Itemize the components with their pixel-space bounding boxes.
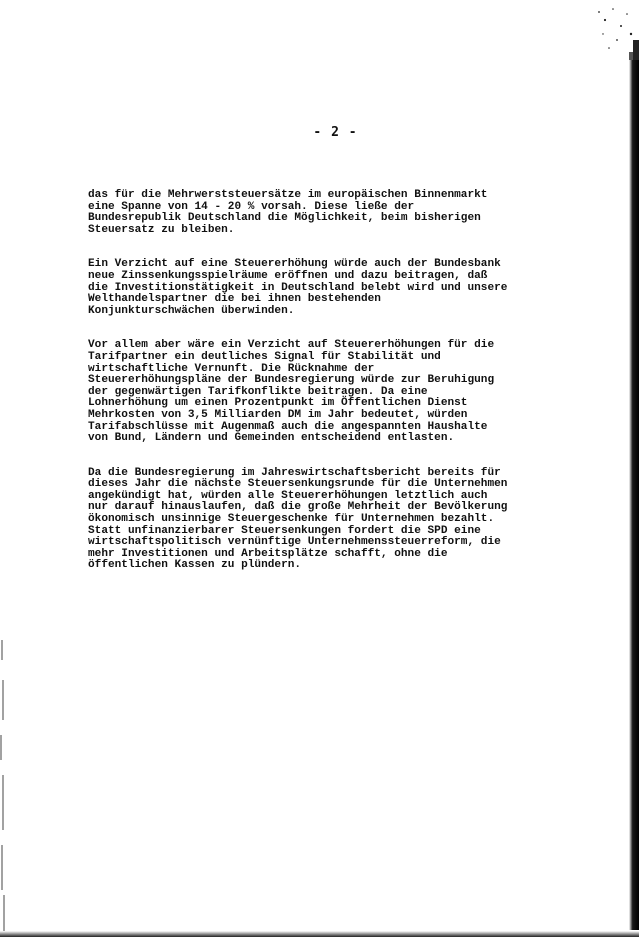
paragraph	[88, 190, 558, 236]
text-line: Konjunkturschwächen überwinden.	[88, 304, 295, 317]
text-line: mehr Investitionen und Arbeitsplätze schafft, ohne die	[88, 547, 448, 560]
text-line: neue Zinssenkungsspielräume eröffnen und dazu beitragen, daß	[88, 269, 488, 282]
paragraph	[88, 259, 558, 317]
text-line: Statt unfinanzierbarer Steuersenkungen fordert die SPD eine	[88, 524, 481, 537]
text-line: nur darauf hinauslaufen, daß die große Mehrheit der Bevölkerung	[88, 501, 508, 514]
text-line: angekündigt hat, würden alle Steuererhöhungen letztlich auch	[88, 489, 488, 502]
text-line: Tarifabschlüsse mit Augenmaß auch die angespannten Haushalte	[88, 420, 488, 433]
text-line: Da die Bundesregierung im Jahreswirtschaftsbericht bereits für	[88, 466, 501, 479]
text-line: Steuererhöhungspläne der Bundesregierung würde zur Beruhigung	[88, 374, 495, 387]
paragraph	[88, 340, 558, 444]
page-number: - 2 -	[313, 125, 358, 140]
text-line: Lohnerhöhung um einen Prozentpunkt im Öffentlichen Dienst	[88, 397, 468, 410]
text-line: wirtschaftliche Vernunft. Die Rücknahme der	[88, 362, 375, 375]
scan-artifact-right-edge	[629, 60, 639, 930]
text-line: Ein Verzicht auf eine Steuererhöhung würde auch der Bundesbank	[88, 258, 501, 271]
scan-artifact-left-edge	[0, 0, 6, 937]
text-line: wirtschaftspolitisch vernünftige Unternehmenssteuerreform, die	[88, 536, 501, 549]
text-line: der gegenwärtigen Tarifkonflikte beitragen. Da eine	[88, 385, 428, 398]
text-line: Steuersatz zu bleiben.	[88, 223, 235, 236]
text-line: das für die Mehrwerststeuersätze im europäischen Binnenmarkt	[88, 189, 488, 201]
text-line: Welthandelspartner die bei ihnen bestehenden	[88, 293, 381, 306]
text-line: ökonomisch unsinnige Steuergeschenke für Unternehmen bezahlt.	[88, 513, 495, 526]
text-line: Vor allem aber wäre ein Verzicht auf Steuererhöhungen für die	[88, 339, 495, 352]
text-line: die Investitionstätigkeit in Deutschland belebt wird und unsere	[88, 281, 508, 294]
body-text	[88, 190, 558, 595]
text-line: öffentlichen Kassen zu plündern.	[88, 559, 302, 572]
text-line: von Bund, Ländern und Gemeinden entscheidend entlasten.	[88, 432, 455, 445]
text-line: Bundesrepublik Deutschland die Möglichkeit, beim bisherigen	[88, 212, 481, 225]
text-line: Tarifpartner ein deutliches Signal für Stabilität und	[88, 350, 441, 363]
text-line: Mehrkosten von 3,5 Milliarden DM im Jahr bedeutet, würden	[88, 408, 468, 421]
scan-artifact-bottom-edge	[0, 931, 639, 937]
text-line: dieses Jahr die nächste Steuersenkungsrunde für die Unternehmen	[88, 478, 508, 491]
paragraph	[88, 468, 558, 572]
text-line: eine Spanne von 14 - 20 % vorsah. Diese ließe der	[88, 200, 415, 213]
